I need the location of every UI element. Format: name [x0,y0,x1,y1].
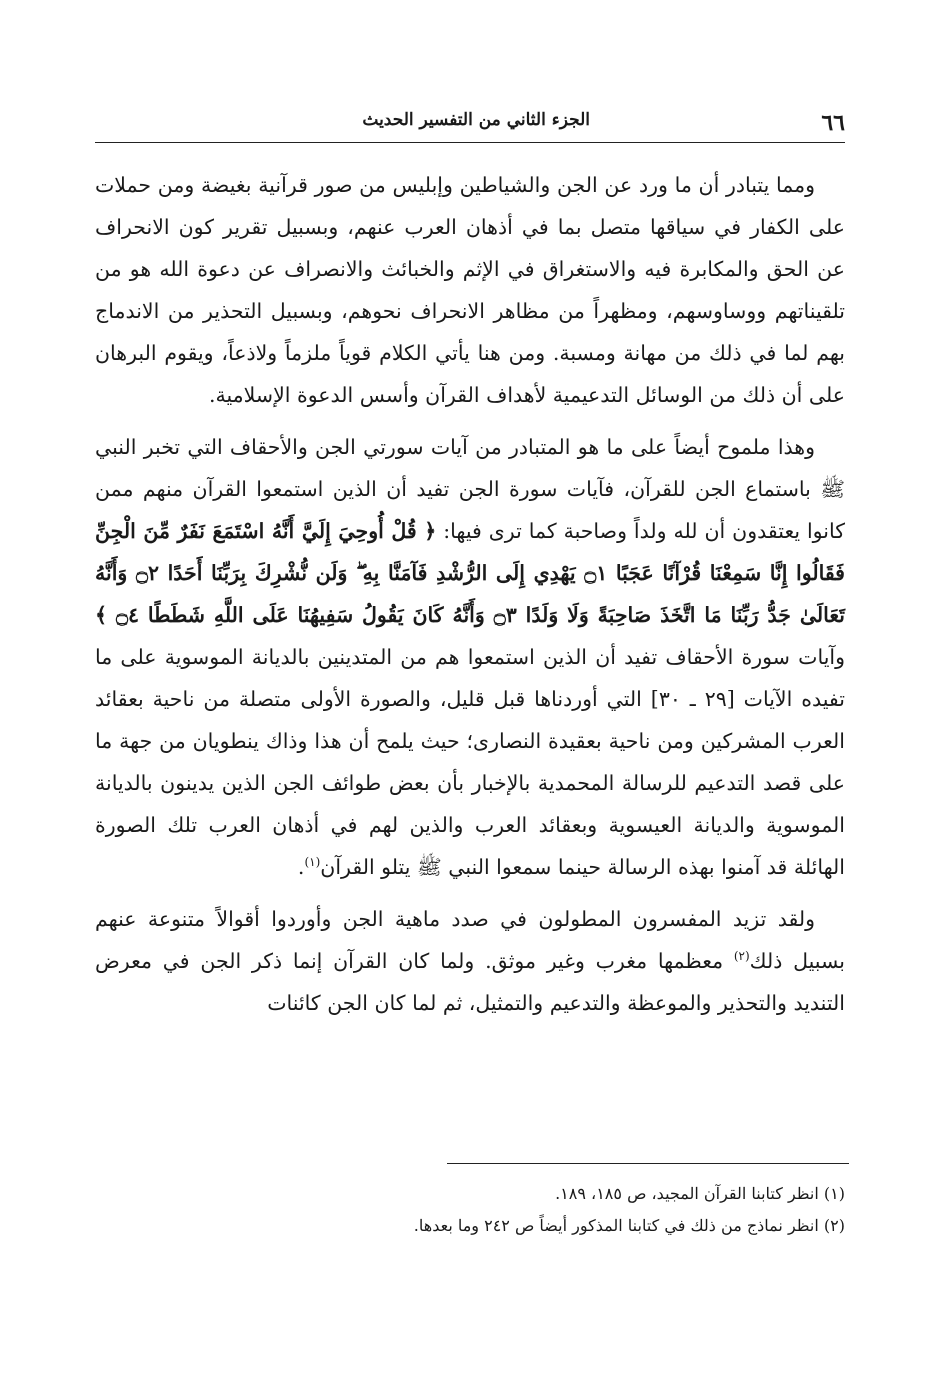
paragraph-1-text: ومما يتبادر أن ما ورد عن الجن والشياطين وإبليس من صور قرآنية بغيضة ومن حملات على الكفار في سياقها متصل بما في أذهان العرب عنهم، وبسبيل تقرير كون الانحراف عن الحق والمكابرة فيه والاستغراق في الإثم والخبائث والانصراف عن دعوة الله هو من تلقيناتهم ووساوسهم، ومظهراً من مظاهر الانحراف نحوهم، وبسبيل التحذير من الاندماج بهم لما في ذلك من مهانة ومسبة. ومن هنا يأتي الكلام قوياً ملزماً ولاذعاً، ويقوم البرهان على أن ذلك من الوسائل التدعيمية لأهداف القرآن وأسس الدعوة الإسلامية. [95,173,845,407]
paragraph-2-end: . [297,855,305,879]
footnote-text: انظر نماذج من ذلك في كتابنا المذكور أيضاً ص ٢٤٢ وما بعدها. [413,1216,819,1235]
footnote-item [95,1210,845,1242]
paragraph-2-text: وآيات سورة الأحقاف تفيد أن الذين استمعوا هم من المتدينين بالديانة الموسوية على ما تفيده الآيات [٢٩ ـ ٣٠] التي أوردناها قبل قليل، والصورة الأولى متصلة من ناحية بعقائد العرب المشركين ومن ناحية بعقيدة النصارى؛ حيث يلمح أن هذا وذاك ينطويان من جهة ما على قصد التدعيم للرسالة المحمدية بالإخبار بأن بعض طوائف الجن الذين يدينون بالديانة الموسوية والديانة العيسوية وبعقائد العرب والذين لهم في أذهان العرب تلك الصورة الهائلة قد آمنوا بهذه الرسالة حينما سمعوا النبي ﷺ يتلو القرآن [95,645,846,879]
page-header [95,100,845,143]
footnote-ref-1: (١) [304,855,321,870]
running-title: الجزء الثاني من التفسير الحديث [362,110,590,130]
footnote-item [95,1178,845,1210]
quran-verses: ﴿ قُلْ أُوحِيَ إِلَيَّ أَنَّهُ اسْتَمَعَ نَفَرٌ مِّنَ الْجِنِّ فَقَالُوا إِنَّا سَمِعْنَا قُرْآنًا عَجَبًا ۝١ يَهْدِي إِلَى الرُّشْدِ فَآمَنَّا بِهِ ۖ وَلَن نُّشْرِكَ بِرَبِّنَا أَحَدًا ۝٢ وَأَنَّهُ تَعَالَىٰ جَدُّ رَبِّنَا مَا اتَّخَذَ صَاحِبَةً وَلَا وَلَدًا ۝٣ وَأَنَّهُ كَانَ يَقُولُ سَفِيهُنَا عَلَى اللَّهِ شَطَطًا ۝٤ ﴾ [95,519,845,627]
footnote-text: انظر كتابنا القرآن المجيد، ص ١٨٥، ١٨٩. [555,1184,819,1203]
main-text [95,164,845,1024]
footnote-ref-2: (٢) [733,949,750,964]
footnotes [95,1178,845,1242]
footnote-number: (٢) [823,1216,845,1235]
paragraph-2 [95,426,845,888]
paragraph-3 [95,898,845,1024]
page-number: ٦٦ [821,110,845,136]
paragraph-2-intro: وهذا ملموح أيضاً على ما هو المتبادر من آيات سورتي الجن والأحقاف التي تخبر النبي ﷺ باستماع الجن للقرآن، فآيات سورة الجن تفيد أن الذين استمعوا القرآن منهم ممن كانوا يعتقدون أن لله ولداً وصاحبة كما ترى فيها: [95,435,845,543]
paragraph-1 [95,164,845,416]
footnote-number: (١) [823,1184,845,1203]
footnote-divider [447,1163,849,1164]
paragraph-3-text-a: ولقد تزيد المفسرون المطولون في صدد ماهية الجن وأوردوا أقوالاً متنوعة عنهم بسبيل ذلك [95,907,845,973]
paragraph-3-text-b: معظمها مغرب وغير موثق. ولما كان القرآن إنما ذكر الجن في معرض التنديد والتحذير والموعظة والتدعيم والتمثيل، ثم لما كان الجن كائنات [95,949,845,1015]
